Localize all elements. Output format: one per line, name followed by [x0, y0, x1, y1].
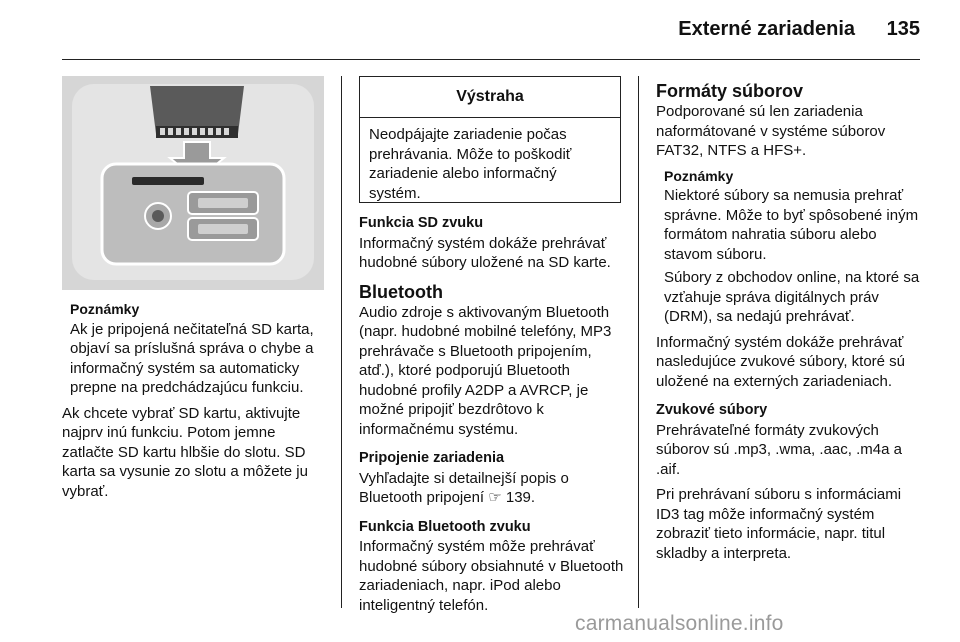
- connect-device-text: Vyhľadajte si detailnejší popis o Bluetooth pripojení ☞ 139.: [359, 469, 569, 506]
- column-right: [656, 80, 928, 563]
- file-formats-text: Podporované sú len zariadenia naformátované v systéme súborov FAT32, NTFS a HFS+.: [656, 103, 886, 159]
- warning-box: [359, 76, 621, 203]
- note-text: Ak je pripojená nečitateľná SD karta, objaví sa príslušná správa o chybe a informačný systém sa automaticky prepne na predchádzajúcu funkciu.: [70, 320, 314, 396]
- note-text-2a: Niektoré súbory sa nemusia prehrať správne. Môže to byť spôsobené iným formátom nahratia súboru alebo stavom súboru.: [664, 187, 919, 263]
- audio-files-text: Prehrávateľné formáty zvukových súborov sú .mp3, .wma, .aac, .m4a a .aif.: [656, 421, 902, 478]
- header-rule: [62, 59, 920, 60]
- warning-text: Neodpájajte zariadenie počas prehrávania. Môže to poškodiť zariadenie alebo informačný systém.: [369, 126, 572, 202]
- note-text-2b: Súbory z obchodov online, na ktoré sa vzťahuje správa digitálnych práv (DRM), sa nedajú prehrávať.: [664, 269, 920, 325]
- file-formats-heading: Formáty súborov: [656, 81, 804, 101]
- page-number: 135: [886, 18, 920, 40]
- note-heading: Poznámky: [70, 301, 140, 317]
- warning-title: Výstraha: [360, 77, 620, 118]
- bt-audio-text: Informačný systém môže prehrávať hudobné súbory obsiahnuté v Bluetooth zariadeniach, napr. iPod alebo inteligentný telefón.: [359, 538, 624, 614]
- id3-text: Pri prehrávaní súboru s informáciami ID3 tag môže informačný systém zobraziť tieto informácie, napr. titul skladby a interpreta.: [656, 486, 902, 562]
- column-left: [62, 300, 330, 501]
- supported-files-text: Informačný systém dokáže prehrávať nasledujúce zvukové súbory, ktoré sú uložené na externých zariadeniach.: [656, 333, 906, 390]
- note-heading-2: Poznámky: [664, 167, 734, 184]
- sd-audio-text: Informačný systém dokáže prehrávať hudobné súbory uložené na SD karte.: [359, 234, 611, 271]
- connect-device-heading: Pripojenie zariadenia: [359, 450, 505, 466]
- bt-audio-heading: Funkcia Bluetooth zvuku: [359, 518, 531, 535]
- column-divider-1: [341, 76, 342, 608]
- column-middle: [359, 214, 627, 615]
- watermark: carmanualsonline.info: [575, 612, 784, 635]
- column-divider-2: [638, 76, 639, 608]
- sd-slot-illustration: [62, 76, 324, 290]
- bluetooth-text: Audio zdroje s aktivovaným Bluetooth (napr. hudobné mobilné telefóny, MP3 prehrávače s Bluetooth pripojením, atď.), ktoré podporujú Bluetooth hudobné profily A2DP a AVRCP, je možné pripojiť bezdrôtovo k informačnému systému.: [359, 303, 612, 438]
- sd-audio-heading: Funkcia SD zvuku: [359, 215, 484, 231]
- audio-files-heading: Zvukové súbory: [656, 402, 768, 418]
- sd-remove-paragraph: Ak chcete vybrať SD kartu, aktivujte najprv inú funkciu. Potom jemne zatlačte SD kartu hlbšie do slotu. SD karta sa vysunie zo slotu a môžete ju vybrať.: [62, 404, 308, 500]
- running-header-title: Externé zariadenia: [678, 18, 855, 40]
- bluetooth-heading: Bluetooth: [359, 281, 443, 302]
